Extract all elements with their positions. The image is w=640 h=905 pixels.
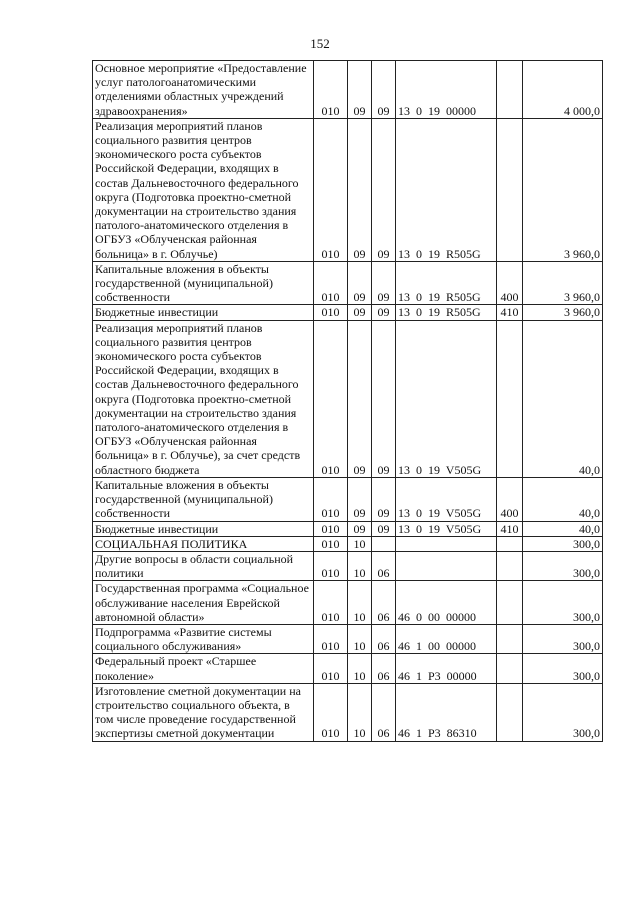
row-target-article-code: 46 1 P3 00000 (396, 654, 497, 683)
row-grbs-code: 010 (314, 305, 348, 320)
row-target-article-code: 13 0 19 V505G (396, 320, 497, 477)
row-target-article-code: 46 1 00 00000 (396, 624, 497, 653)
table-row (93, 581, 603, 625)
table-row (93, 521, 603, 536)
row-section-code: 09 (348, 305, 372, 320)
row-name: Другие вопросы в области социальной политики (93, 551, 314, 580)
row-grbs-code: 010 (314, 551, 348, 580)
row-subsection-code: 09 (372, 320, 396, 477)
row-subsection-code: 06 (372, 581, 396, 625)
row-amount: 300,0 (523, 624, 603, 653)
row-grbs-code: 010 (314, 261, 348, 305)
row-subsection-code: 09 (372, 61, 396, 119)
row-name: Основное мероприятие «Предоставление услуг патологоанатомическими отделениями областных учреждений здравоохранения» (93, 61, 314, 119)
row-subsection-code (372, 536, 396, 551)
row-name: Государственная программа «Социальное обслуживание населения Еврейской автономной области» (93, 581, 314, 625)
table-row (93, 61, 603, 119)
budget-table-body (93, 61, 603, 742)
row-grbs-code: 010 (314, 521, 348, 536)
row-target-article-code: 13 0 19 R505G (396, 261, 497, 305)
row-subsection-code: 09 (372, 521, 396, 536)
row-expense-type-code (497, 654, 523, 683)
page-number: 152 (310, 36, 330, 51)
table-row (93, 551, 603, 580)
row-amount: 4 000,0 (523, 61, 603, 119)
row-name: СОЦИАЛЬНАЯ ПОЛИТИКА (93, 536, 314, 551)
row-grbs-code: 010 (314, 477, 348, 521)
row-expense-type-code (497, 551, 523, 580)
row-amount: 300,0 (523, 683, 603, 741)
table-row (93, 624, 603, 653)
row-section-code: 10 (348, 551, 372, 580)
row-grbs-code: 010 (314, 118, 348, 261)
row-section-code: 10 (348, 536, 372, 551)
budget-table (92, 60, 603, 742)
row-subsection-code: 09 (372, 477, 396, 521)
row-expense-type-code (497, 624, 523, 653)
row-section-code: 09 (348, 320, 372, 477)
row-grbs-code: 010 (314, 683, 348, 741)
row-section-code: 09 (348, 521, 372, 536)
row-amount: 300,0 (523, 581, 603, 625)
row-amount: 40,0 (523, 521, 603, 536)
table-row (93, 654, 603, 683)
row-grbs-code: 010 (314, 61, 348, 119)
row-amount: 40,0 (523, 477, 603, 521)
row-target-article-code (396, 536, 497, 551)
row-target-article-code: 46 1 P3 86310 (396, 683, 497, 741)
table-row (93, 118, 603, 261)
row-subsection-code: 09 (372, 261, 396, 305)
table-row (93, 261, 603, 305)
row-target-article-code: 13 0 19 R505G (396, 305, 497, 320)
table-row (93, 477, 603, 521)
row-target-article-code: 46 0 00 00000 (396, 581, 497, 625)
row-section-code: 09 (348, 477, 372, 521)
row-expense-type-code (497, 683, 523, 741)
table-row (93, 320, 603, 477)
row-name: Федеральный проект «Старшее поколение» (93, 654, 314, 683)
row-amount: 3 960,0 (523, 261, 603, 305)
row-target-article-code: 13 0 19 V505G (396, 477, 497, 521)
row-amount: 3 960,0 (523, 305, 603, 320)
row-name: Капитальные вложения в объекты государственной (муниципальной) собственности (93, 261, 314, 305)
row-grbs-code: 010 (314, 624, 348, 653)
row-name: Изготовление сметной документации на строительство социального объекта, в том числе проведение государственной экспертизы сметной документации (93, 683, 314, 741)
row-amount: 300,0 (523, 551, 603, 580)
row-section-code: 09 (348, 61, 372, 119)
row-expense-type-code: 400 (497, 477, 523, 521)
row-subsection-code: 06 (372, 551, 396, 580)
row-expense-type-code (497, 536, 523, 551)
row-section-code: 10 (348, 581, 372, 625)
row-section-code: 10 (348, 683, 372, 741)
row-grbs-code: 010 (314, 320, 348, 477)
row-section-code: 09 (348, 261, 372, 305)
row-expense-type-code: 400 (497, 261, 523, 305)
row-grbs-code: 010 (314, 536, 348, 551)
row-subsection-code: 06 (372, 683, 396, 741)
row-subsection-code: 06 (372, 624, 396, 653)
row-section-code: 09 (348, 118, 372, 261)
row-expense-type-code (497, 118, 523, 261)
row-target-article-code (396, 551, 497, 580)
row-subsection-code: 09 (372, 305, 396, 320)
table-row (93, 536, 603, 551)
table-row (93, 305, 603, 320)
row-section-code: 10 (348, 654, 372, 683)
row-name: Подпрограмма «Развитие системы социального обслуживания» (93, 624, 314, 653)
row-name: Бюджетные инвестиции (93, 305, 314, 320)
row-expense-type-code (497, 581, 523, 625)
row-grbs-code: 010 (314, 581, 348, 625)
row-amount: 300,0 (523, 536, 603, 551)
row-amount: 3 960,0 (523, 118, 603, 261)
row-target-article-code: 13 0 19 V505G (396, 521, 497, 536)
row-expense-type-code: 410 (497, 521, 523, 536)
row-target-article-code: 13 0 19 00000 (396, 61, 497, 119)
row-subsection-code: 09 (372, 118, 396, 261)
row-name: Реализация мероприятий планов социального развития центров экономического роста субъектов Российской Федерации, входящих в состав Дальневосточного федерального округа (Подготовка проектно-сметной документации на строительство здания патолого-анатомического отделения в ОГБУЗ «Облученская районная больница» в г. Облучье), за счет средств областного бюджета (93, 320, 314, 477)
row-grbs-code: 010 (314, 654, 348, 683)
row-section-code: 10 (348, 624, 372, 653)
row-target-article-code: 13 0 19 R505G (396, 118, 497, 261)
row-amount: 40,0 (523, 320, 603, 477)
row-name: Реализация мероприятий планов социального развития центров экономического роста субъектов Российской Федерации, входящих в состав Дальневосточного федерального округа (Подготовка проектно-сметной документации на строительство здания патолого-анатомического отделения в ОГБУЗ «Облученская районная больница» в г. Облучье) (93, 118, 314, 261)
row-expense-type-code (497, 320, 523, 477)
table-row (93, 683, 603, 741)
row-subsection-code: 06 (372, 654, 396, 683)
row-name: Бюджетные инвестиции (93, 521, 314, 536)
row-expense-type-code (497, 61, 523, 119)
row-name: Капитальные вложения в объекты государственной (муниципальной) собственности (93, 477, 314, 521)
row-amount: 300,0 (523, 654, 603, 683)
row-expense-type-code: 410 (497, 305, 523, 320)
